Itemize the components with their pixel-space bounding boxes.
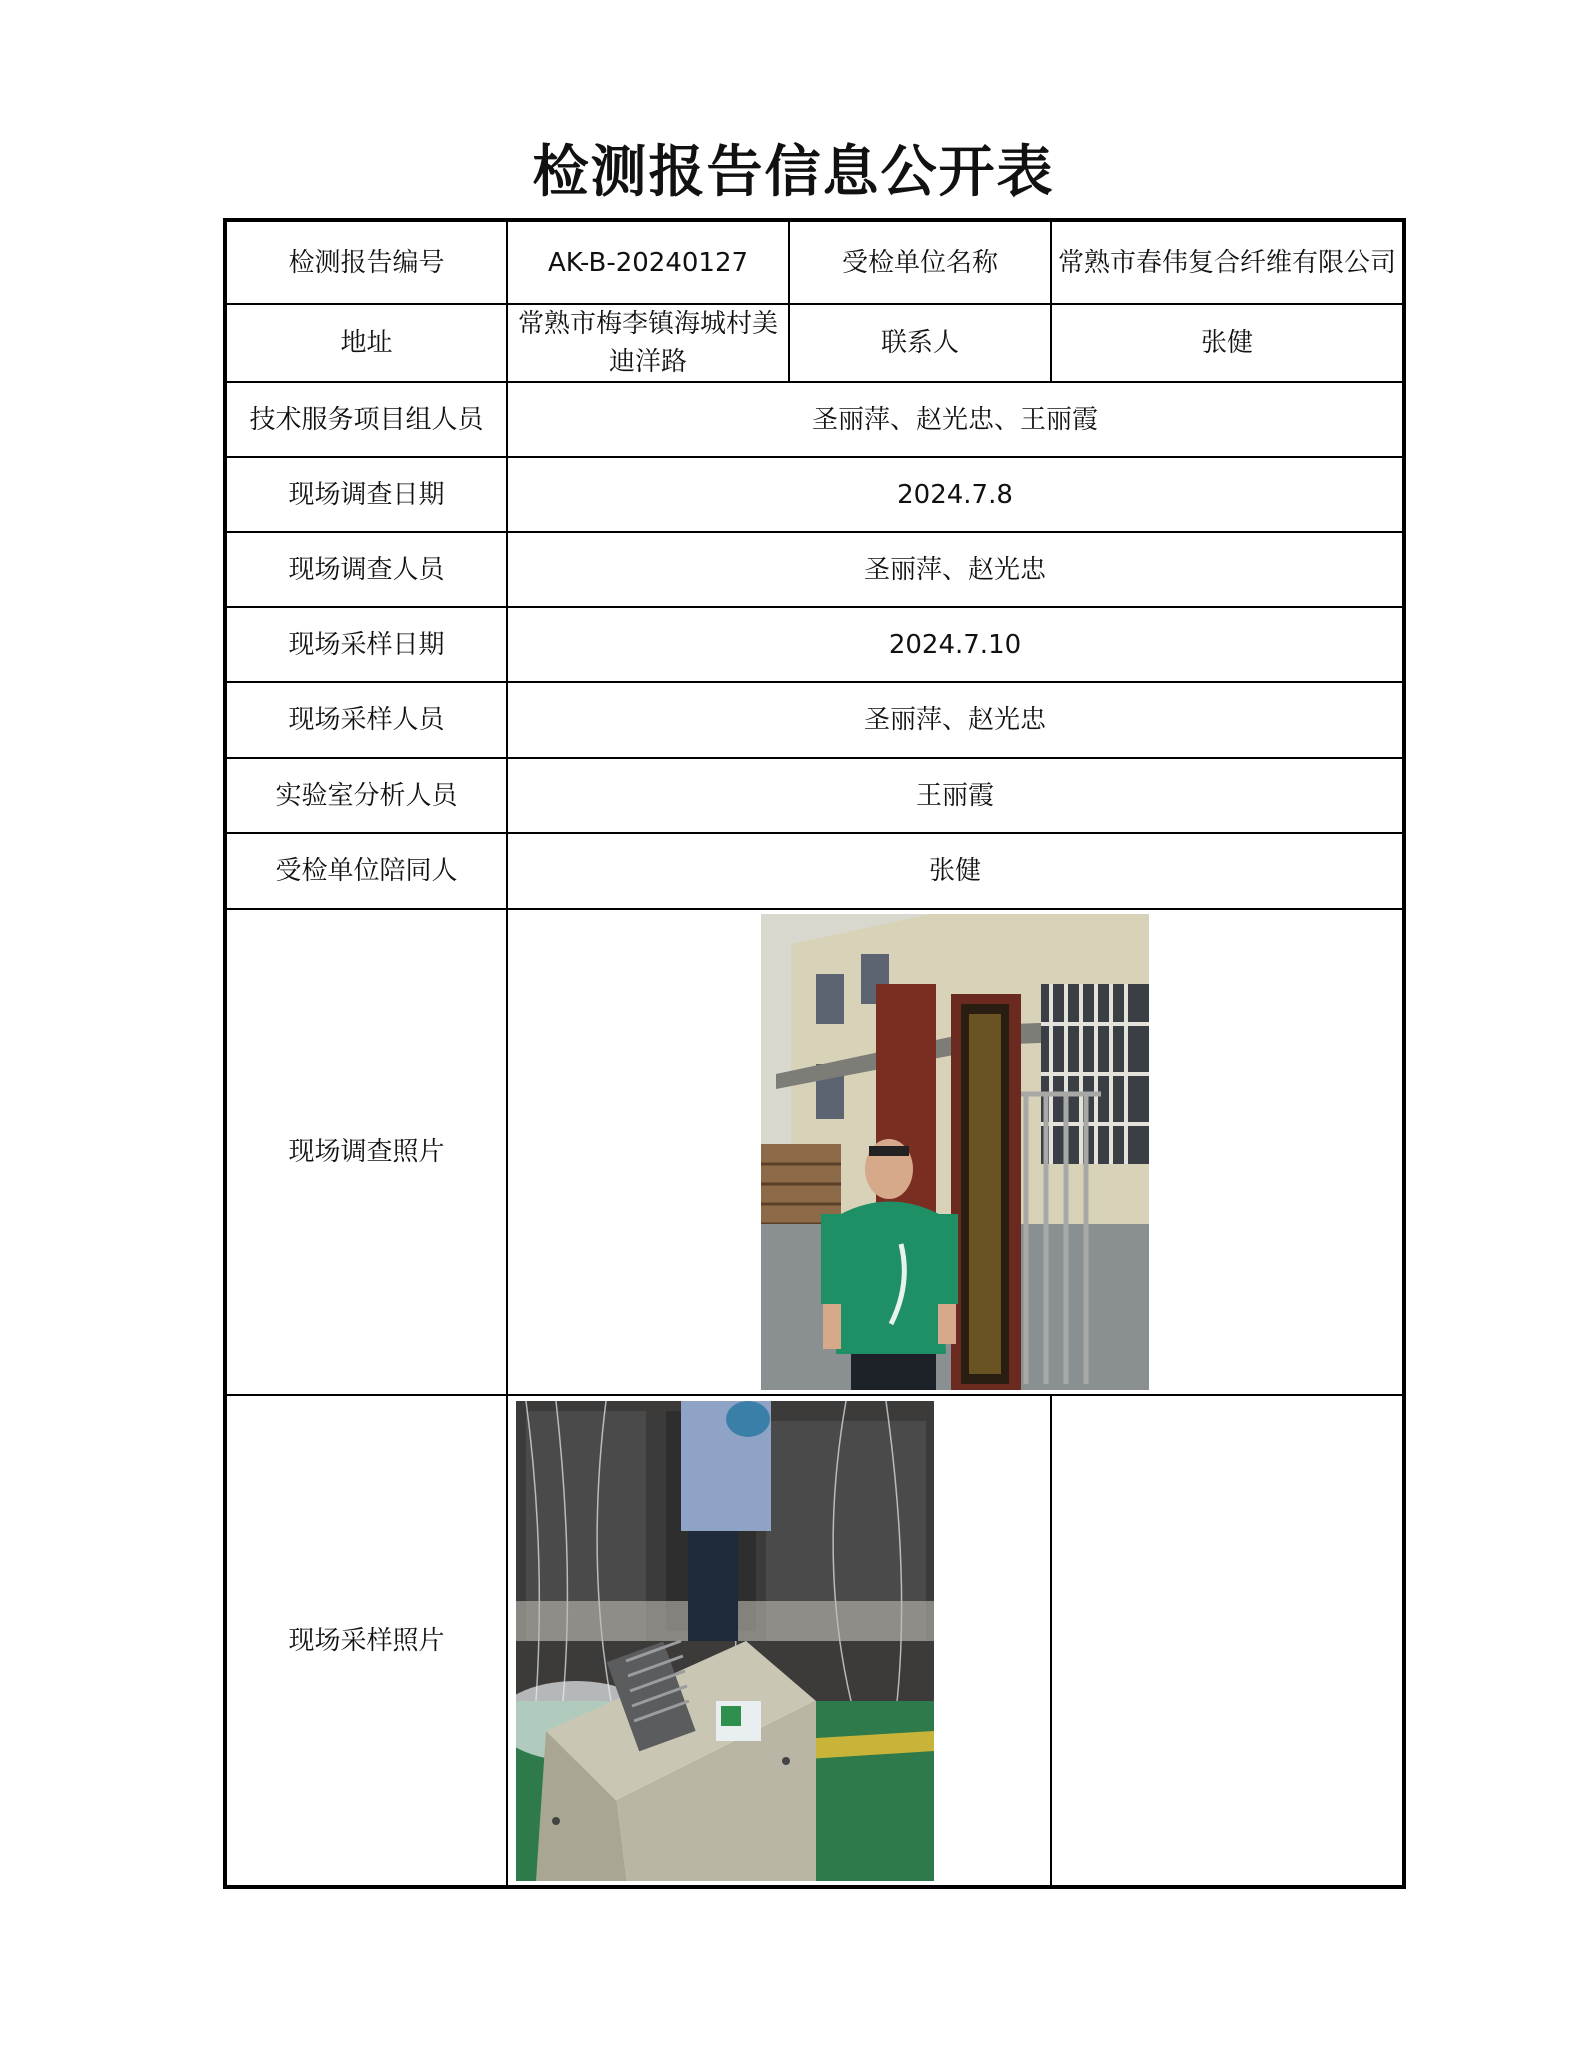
escort-value: 张健 [507, 833, 1404, 909]
sampling-date-value: 2024.7.10 [507, 607, 1404, 682]
sampling-photo-label: 现场采样照片 [225, 1395, 507, 1887]
lab-staff-value: 王丽霞 [507, 758, 1404, 833]
escort-label: 受检单位陪同人 [225, 833, 507, 909]
contact-value: 张健 [1051, 304, 1404, 382]
table-row [225, 304, 1404, 382]
empty-cell [1051, 1395, 1404, 1887]
page-title: 检测报告信息公开表 [532, 140, 1055, 205]
sampling-photo [516, 1401, 934, 1881]
survey-photo-label: 现场调查照片 [225, 909, 507, 1395]
table-row [225, 682, 1404, 758]
table-row [225, 909, 1404, 1395]
survey-photo-cell [507, 909, 1404, 1395]
table-row [225, 220, 1404, 304]
sampling-staff-value: 圣丽萍、赵光忠 [507, 682, 1404, 758]
team-label: 技术服务项目组人员 [225, 382, 507, 457]
address-label: 地址 [225, 304, 507, 382]
unit-name-value: 常熟市春伟复合纤维有限公司 [1051, 220, 1404, 304]
report-number-value: AK-B-20240127 [507, 220, 789, 304]
report-number-label: 检测报告编号 [225, 220, 507, 304]
table-row [225, 457, 1404, 532]
survey-staff-value: 圣丽萍、赵光忠 [507, 532, 1404, 607]
survey-staff-label: 现场调查人员 [225, 532, 507, 607]
sampling-date-label: 现场采样日期 [225, 607, 507, 682]
sampling-photo-cell [507, 1395, 1051, 1887]
table-row [225, 532, 1404, 607]
table-row [225, 607, 1404, 682]
survey-date-label: 现场调查日期 [225, 457, 507, 532]
survey-photo [761, 914, 1149, 1390]
info-table [223, 218, 1406, 1889]
table-row [225, 758, 1404, 833]
unit-name-label: 受检单位名称 [789, 220, 1051, 304]
table-row [225, 833, 1404, 909]
team-value: 圣丽萍、赵光忠、王丽霞 [507, 382, 1404, 457]
lab-staff-label: 实验室分析人员 [225, 758, 507, 833]
table-row [225, 382, 1404, 457]
contact-label: 联系人 [789, 304, 1051, 382]
table-row [225, 1395, 1404, 1887]
survey-date-value: 2024.7.8 [507, 457, 1404, 532]
sampling-staff-label: 现场采样人员 [225, 682, 507, 758]
address-value: 常熟市梅李镇海城村美迪洋路 [507, 304, 789, 382]
